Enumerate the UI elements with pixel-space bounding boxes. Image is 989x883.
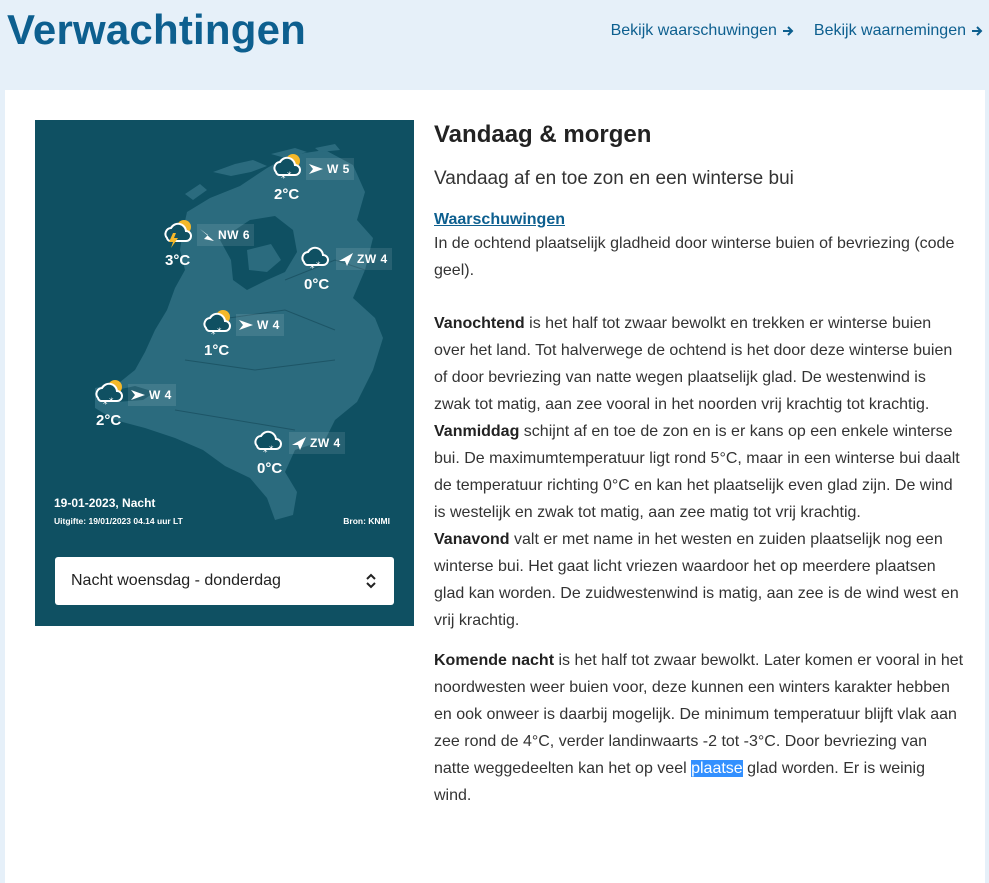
snow-icon [300, 242, 334, 272]
night-paragraph [434, 647, 964, 809]
forecast-station [200, 308, 310, 368]
svg-text:*: * [211, 330, 216, 338]
svg-text:*: * [263, 448, 268, 456]
temperature: 0°C [257, 460, 283, 477]
observations-link[interactable] [814, 22, 983, 40]
afternoon-label: Vanmiddag [434, 423, 520, 440]
svg-text:*: * [316, 261, 321, 271]
wind-value: ZW 4 [310, 436, 341, 450]
wind-arrow-icon [308, 162, 324, 176]
wind-arrow-icon [130, 388, 146, 402]
afternoon-paragraph [434, 418, 964, 526]
night-label: Komende nacht [434, 652, 555, 669]
wind-badge [289, 432, 345, 454]
wind-badge [197, 224, 254, 246]
forecast-station [161, 218, 271, 278]
svg-text:*: * [287, 171, 292, 181]
section-title: Vandaag & morgen [434, 121, 652, 148]
header-links [611, 22, 983, 40]
temperature: 2°C [274, 186, 300, 203]
svg-text:*: * [103, 400, 108, 408]
wind-arrow-icon [238, 318, 254, 332]
wind-arrow-icon [291, 436, 307, 450]
page-title: Verwachtingen [7, 6, 307, 53]
snow-sun-icon [270, 152, 304, 182]
forecast-subtitle: Vandaag af en toe zon en een winterse bui [434, 168, 794, 189]
warnings-link[interactable] [611, 22, 794, 40]
wind-value: W 4 [257, 318, 280, 332]
period-select-value: Nacht woensdag - donderdag [71, 572, 281, 589]
temperature: 1°C [204, 342, 230, 359]
evening-paragraph [434, 526, 964, 634]
morning-paragraph [434, 310, 964, 418]
svg-text:*: * [310, 264, 315, 272]
snow-sun-icon [92, 378, 126, 408]
page-header [0, 0, 989, 90]
svg-text:*: * [269, 445, 274, 455]
wind-value: W 4 [149, 388, 172, 402]
weather-map [35, 120, 414, 626]
temperature: 2°C [96, 412, 122, 429]
temperature: 3°C [165, 252, 191, 269]
wind-value: ZW 4 [357, 252, 388, 266]
wind-badge [236, 314, 284, 336]
chevron-updown-icon [364, 572, 378, 590]
temperature: 0°C [304, 276, 330, 293]
svg-text:*: * [217, 327, 222, 337]
observations-link-label: Bekijk waarnemingen [813, 22, 966, 39]
arrow-right-icon [782, 25, 794, 37]
night-text-after: glad worden. Er is weinig wind. [434, 760, 925, 804]
forecast-station [253, 426, 363, 486]
morning-text: is het half tot zwaar bewolkt en trekken er winterse buien over het land. Tot halverwege de ochtend is het door deze winterse buien of door bevriezing van natte wegen plaatselijk glad. De westenwind is zwak tot matig, aan zee vooral in het noorden vrij krachtig tot krachtig. [434, 315, 953, 413]
warnings-anchor-link[interactable]: Waarschuwingen [434, 211, 565, 228]
wind-badge [306, 158, 354, 180]
svg-text:*: * [281, 174, 286, 182]
morning-label: Vanochtend [434, 315, 525, 332]
map-date: 19-01-2023, Nacht [54, 496, 156, 510]
thunder-sun-icon [161, 218, 195, 248]
map-issued: Uitgifte: 19/01/2023 04.14 uur LT [54, 516, 183, 526]
forecast-text [434, 120, 964, 809]
warnings-text: In de ochtend plaatselijk gladheid door winterse buien of bevriezing (code geel). [434, 235, 955, 279]
afternoon-text: schijnt af en toe de zon en is er kans op een enkele winterse bui. De maximumtemperatuur ligt rond 5°C, maar in een winterse bui daalt de temperatuur richting 0°C en kan het plaatselijk even glad zijn. De wind is westelijk en zwak tot matig, aan zee matig tot vrij krachtig. [434, 423, 960, 521]
arrow-right-icon [971, 25, 983, 37]
content-card [5, 90, 985, 883]
wind-arrow-icon [199, 228, 215, 242]
snow-sun-icon [200, 308, 234, 338]
selected-text: plaatse [691, 760, 743, 777]
map-source: Bron: KNMI [343, 516, 390, 526]
period-select[interactable] [55, 557, 394, 605]
svg-text:*: * [109, 397, 114, 407]
warnings-link-label: Bekijk waarschuwingen [610, 22, 777, 39]
wind-badge [128, 384, 176, 406]
snow-icon [253, 426, 287, 456]
evening-text: valt er met name in het westen en zuiden plaatselijk nog een winterse bui. Het gaat licht vriezen waardoor het op meerdere plaatsen glad kan worden. De zuidwestenwind is matig, aan zee is de wind west en vrij krachtig. [434, 531, 959, 629]
night-text-before: is het half tot zwaar bewolkt. Later komen er vooral in het noordwesten weer buien voor, deze kunnen een winters karakter hebben en ook onweer is daarbij mogelijk. De minimum temperatuur blijft vlak aan zee rond de 4°C, verder landinwaarts -2 tot -3°C. Door bevriezing van natte weggedeelten kan het op veel [434, 652, 964, 777]
forecast-station [300, 242, 410, 302]
wind-value: W 5 [327, 162, 350, 176]
wind-value: NW 6 [218, 228, 250, 242]
wind-arrow-icon [338, 252, 354, 266]
forecast-station [92, 378, 202, 438]
evening-label: Vanavond [434, 531, 510, 548]
forecast-station [270, 152, 380, 212]
wind-badge [336, 248, 392, 270]
